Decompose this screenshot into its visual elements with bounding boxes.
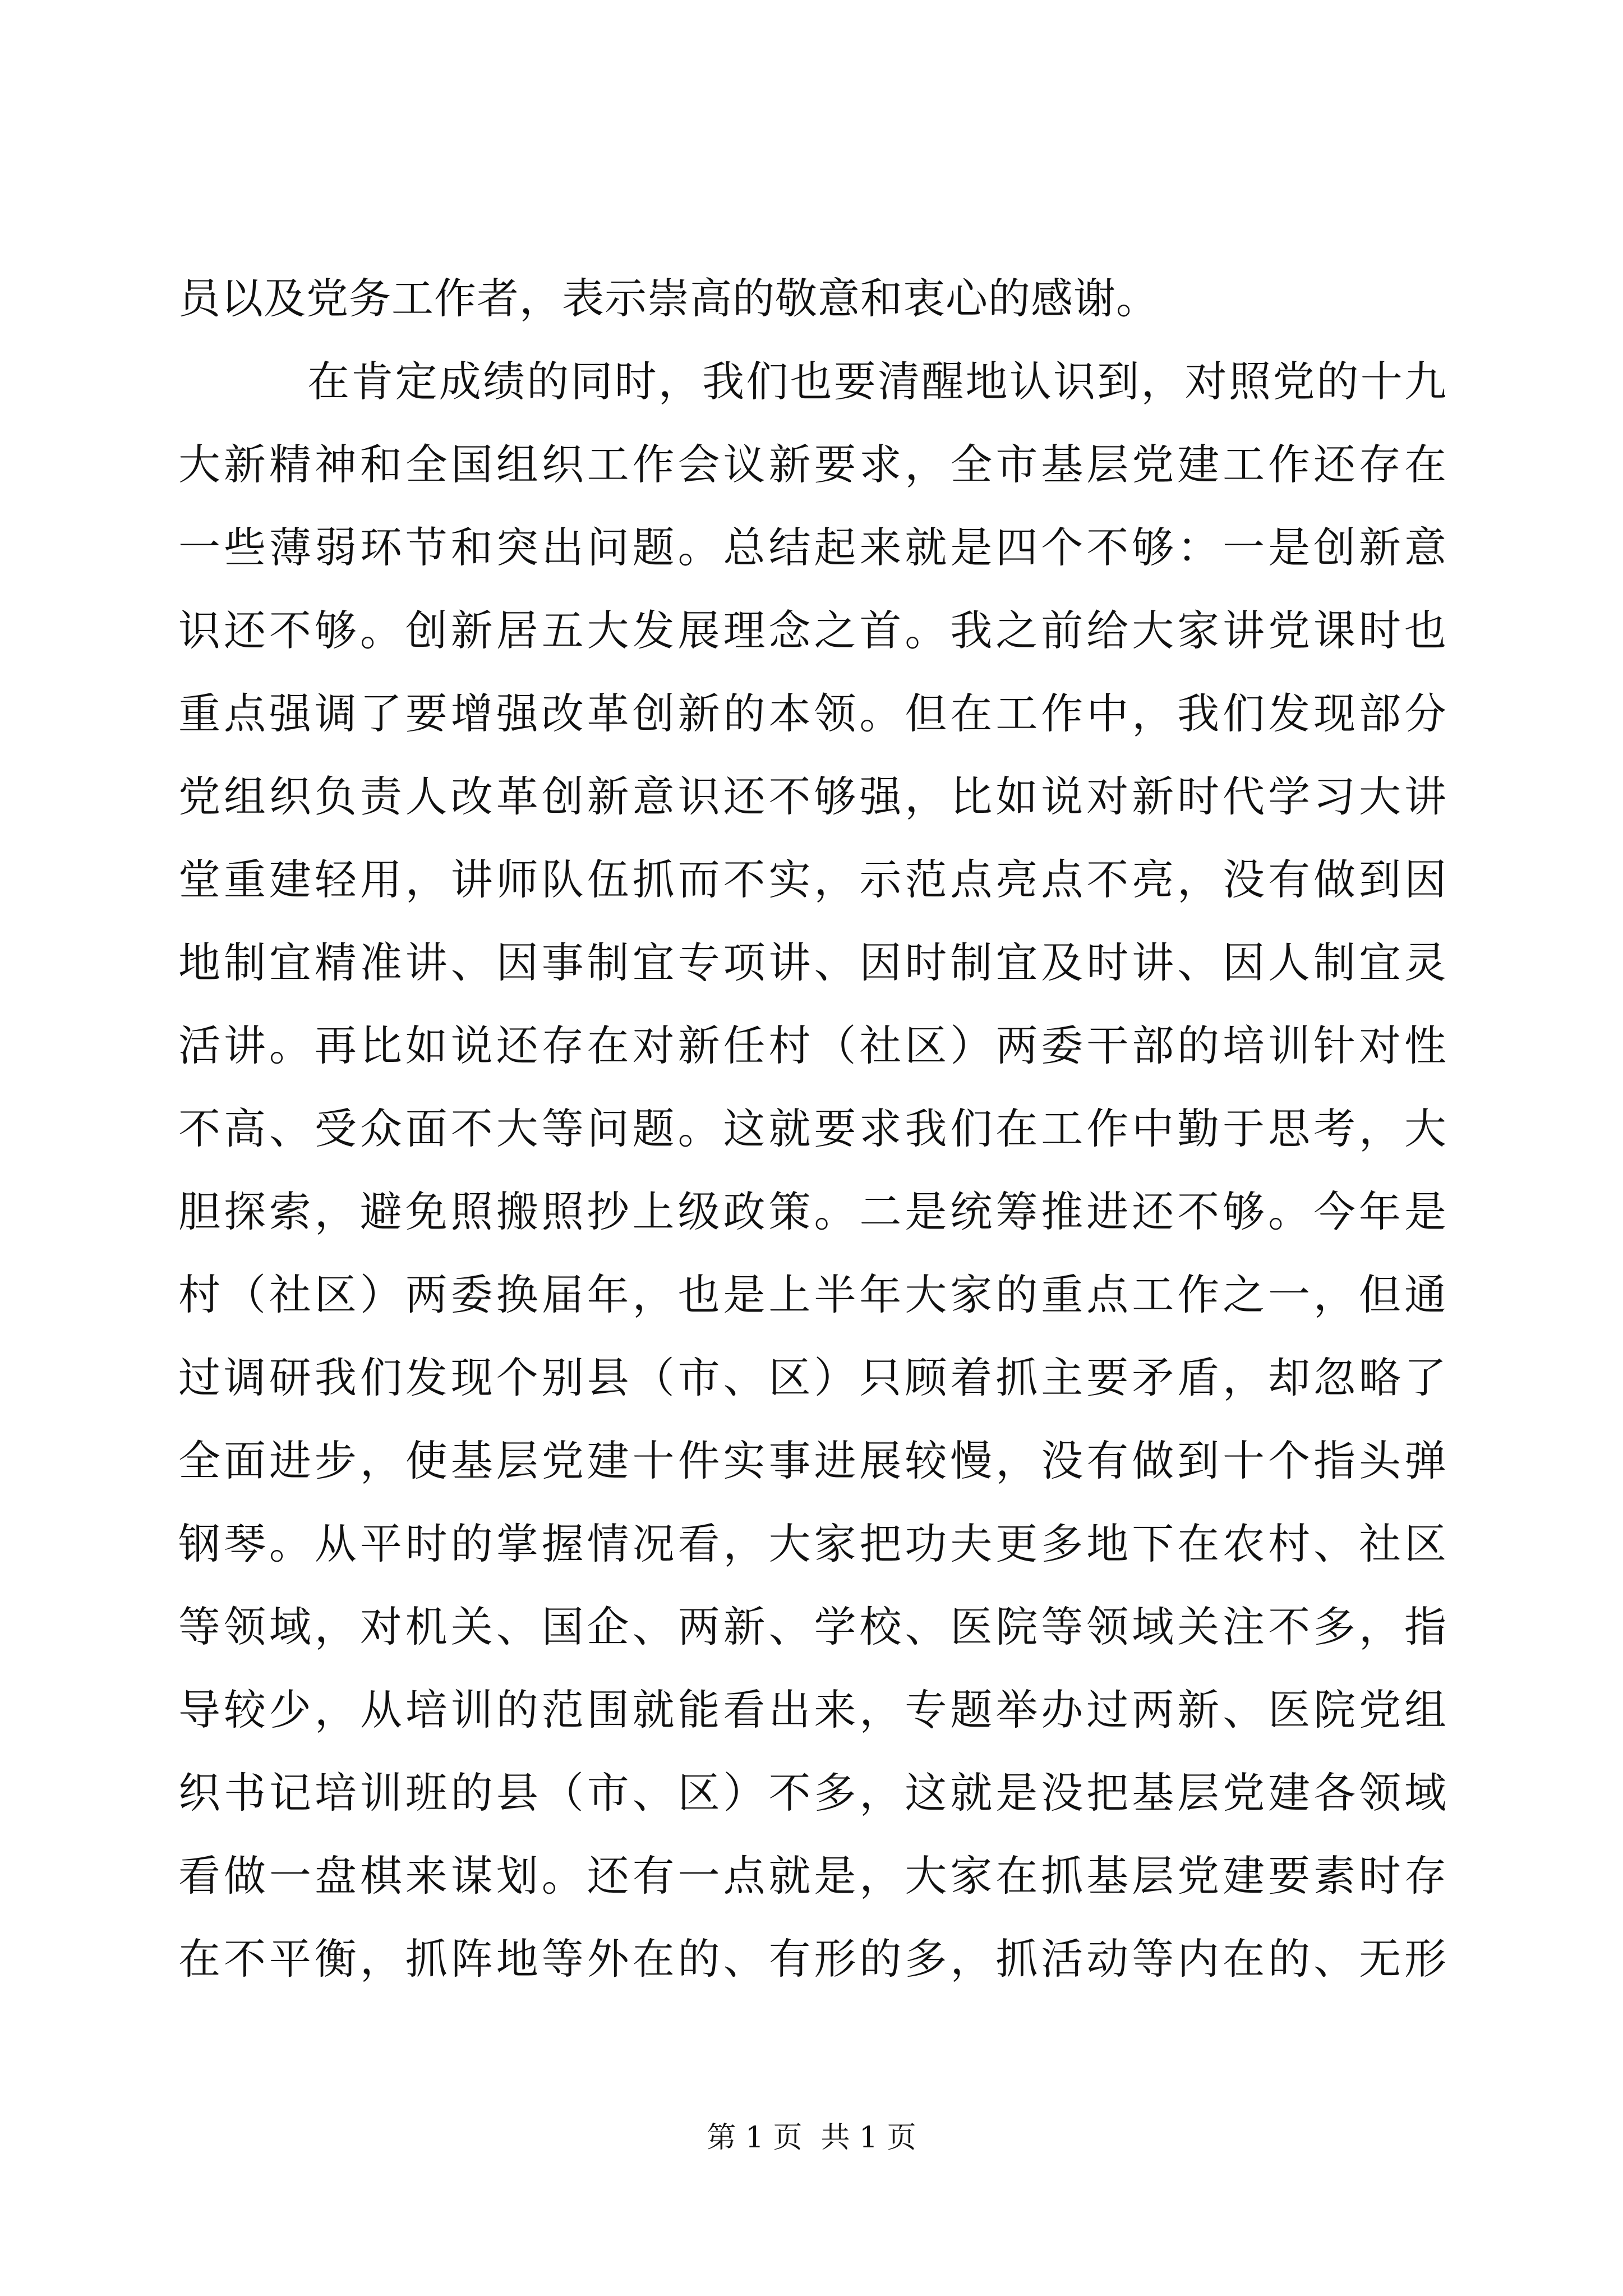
text-line: 导较少，从培训的范围就能看出来，专题举办过两新、医院党组 xyxy=(178,1685,1447,1734)
text-line: 活讲。再比如说还存在对新任村（社区）两委干部的培训针对性 xyxy=(178,1021,1447,1070)
text-line: 看做一盘棋来谋划。还有一点就是，大家在抓基层党建要素时存 xyxy=(178,1851,1447,1901)
text-line: 织书记培训班的县（市、区）不多，这就是没把基层党建各领域 xyxy=(178,1768,1447,1818)
text-line: 堂重建轻用，讲师队伍抓而不实，示范点亮点不亮，没有做到因 xyxy=(178,855,1447,904)
text-line: 等领域，对机关、国企、两新、学校、医院等领域关注不多，指 xyxy=(178,1602,1447,1651)
text-line: 不高、受众面不大等问题。这就要求我们在工作中勤于思考，大 xyxy=(178,1104,1447,1153)
page-number-label: 第 1 页 共 1 页 xyxy=(707,2121,916,2155)
text-line: 胆探索，避免照搬照抄上级政策。二是统筹推进还不够。今年是 xyxy=(178,1187,1447,1236)
text-line: 过调研我们发现个别县（市、区）只顾着抓主要矛盾，却忽略了 xyxy=(178,1353,1447,1402)
text-line: 全面进步，使基层党建十件实事进展较慢，没有做到十个指头弹 xyxy=(178,1436,1447,1485)
page-footer xyxy=(0,2114,1623,2156)
text-line: 村（社区）两委换届年，也是上半年大家的重点工作之一，但通 xyxy=(178,1270,1447,1319)
text-line: 党组织负责人改革创新意识还不够强，比如说对新时代学习大讲 xyxy=(178,772,1447,821)
text-line: 重点强调了要增强改革创新的本领。但在工作中，我们发现部分 xyxy=(178,689,1447,738)
text-line: 员以及党务工作者，表示崇高的敬意和衷心的感谢。 xyxy=(178,274,1159,323)
text-line: 在不平衡，抓阵地等外在的、有形的多，抓活动等内在的、无形 xyxy=(178,1934,1447,1984)
text-line: 钢琴。从平时的掌握情况看，大家把功夫更多地下在农村、社区 xyxy=(178,1519,1447,1568)
text-line: 地制宜精准讲、因事制宜专项讲、因时制宜及时讲、因人制宜灵 xyxy=(178,938,1447,987)
body-text xyxy=(178,257,1447,2000)
text-line: 在肯定成绩的同时，我们也要清醒地认识到，对照党的十九 xyxy=(307,357,1447,406)
text-line: 识还不够。创新居五大发展理念之首。我之前给大家讲党课时也 xyxy=(178,606,1447,655)
text-line: 大新精神和全国组织工作会议新要求，全市基层党建工作还存在 xyxy=(178,440,1447,489)
text-line: 一些薄弱环节和突出问题。总结起来就是四个不够：一是创新意 xyxy=(178,523,1447,572)
